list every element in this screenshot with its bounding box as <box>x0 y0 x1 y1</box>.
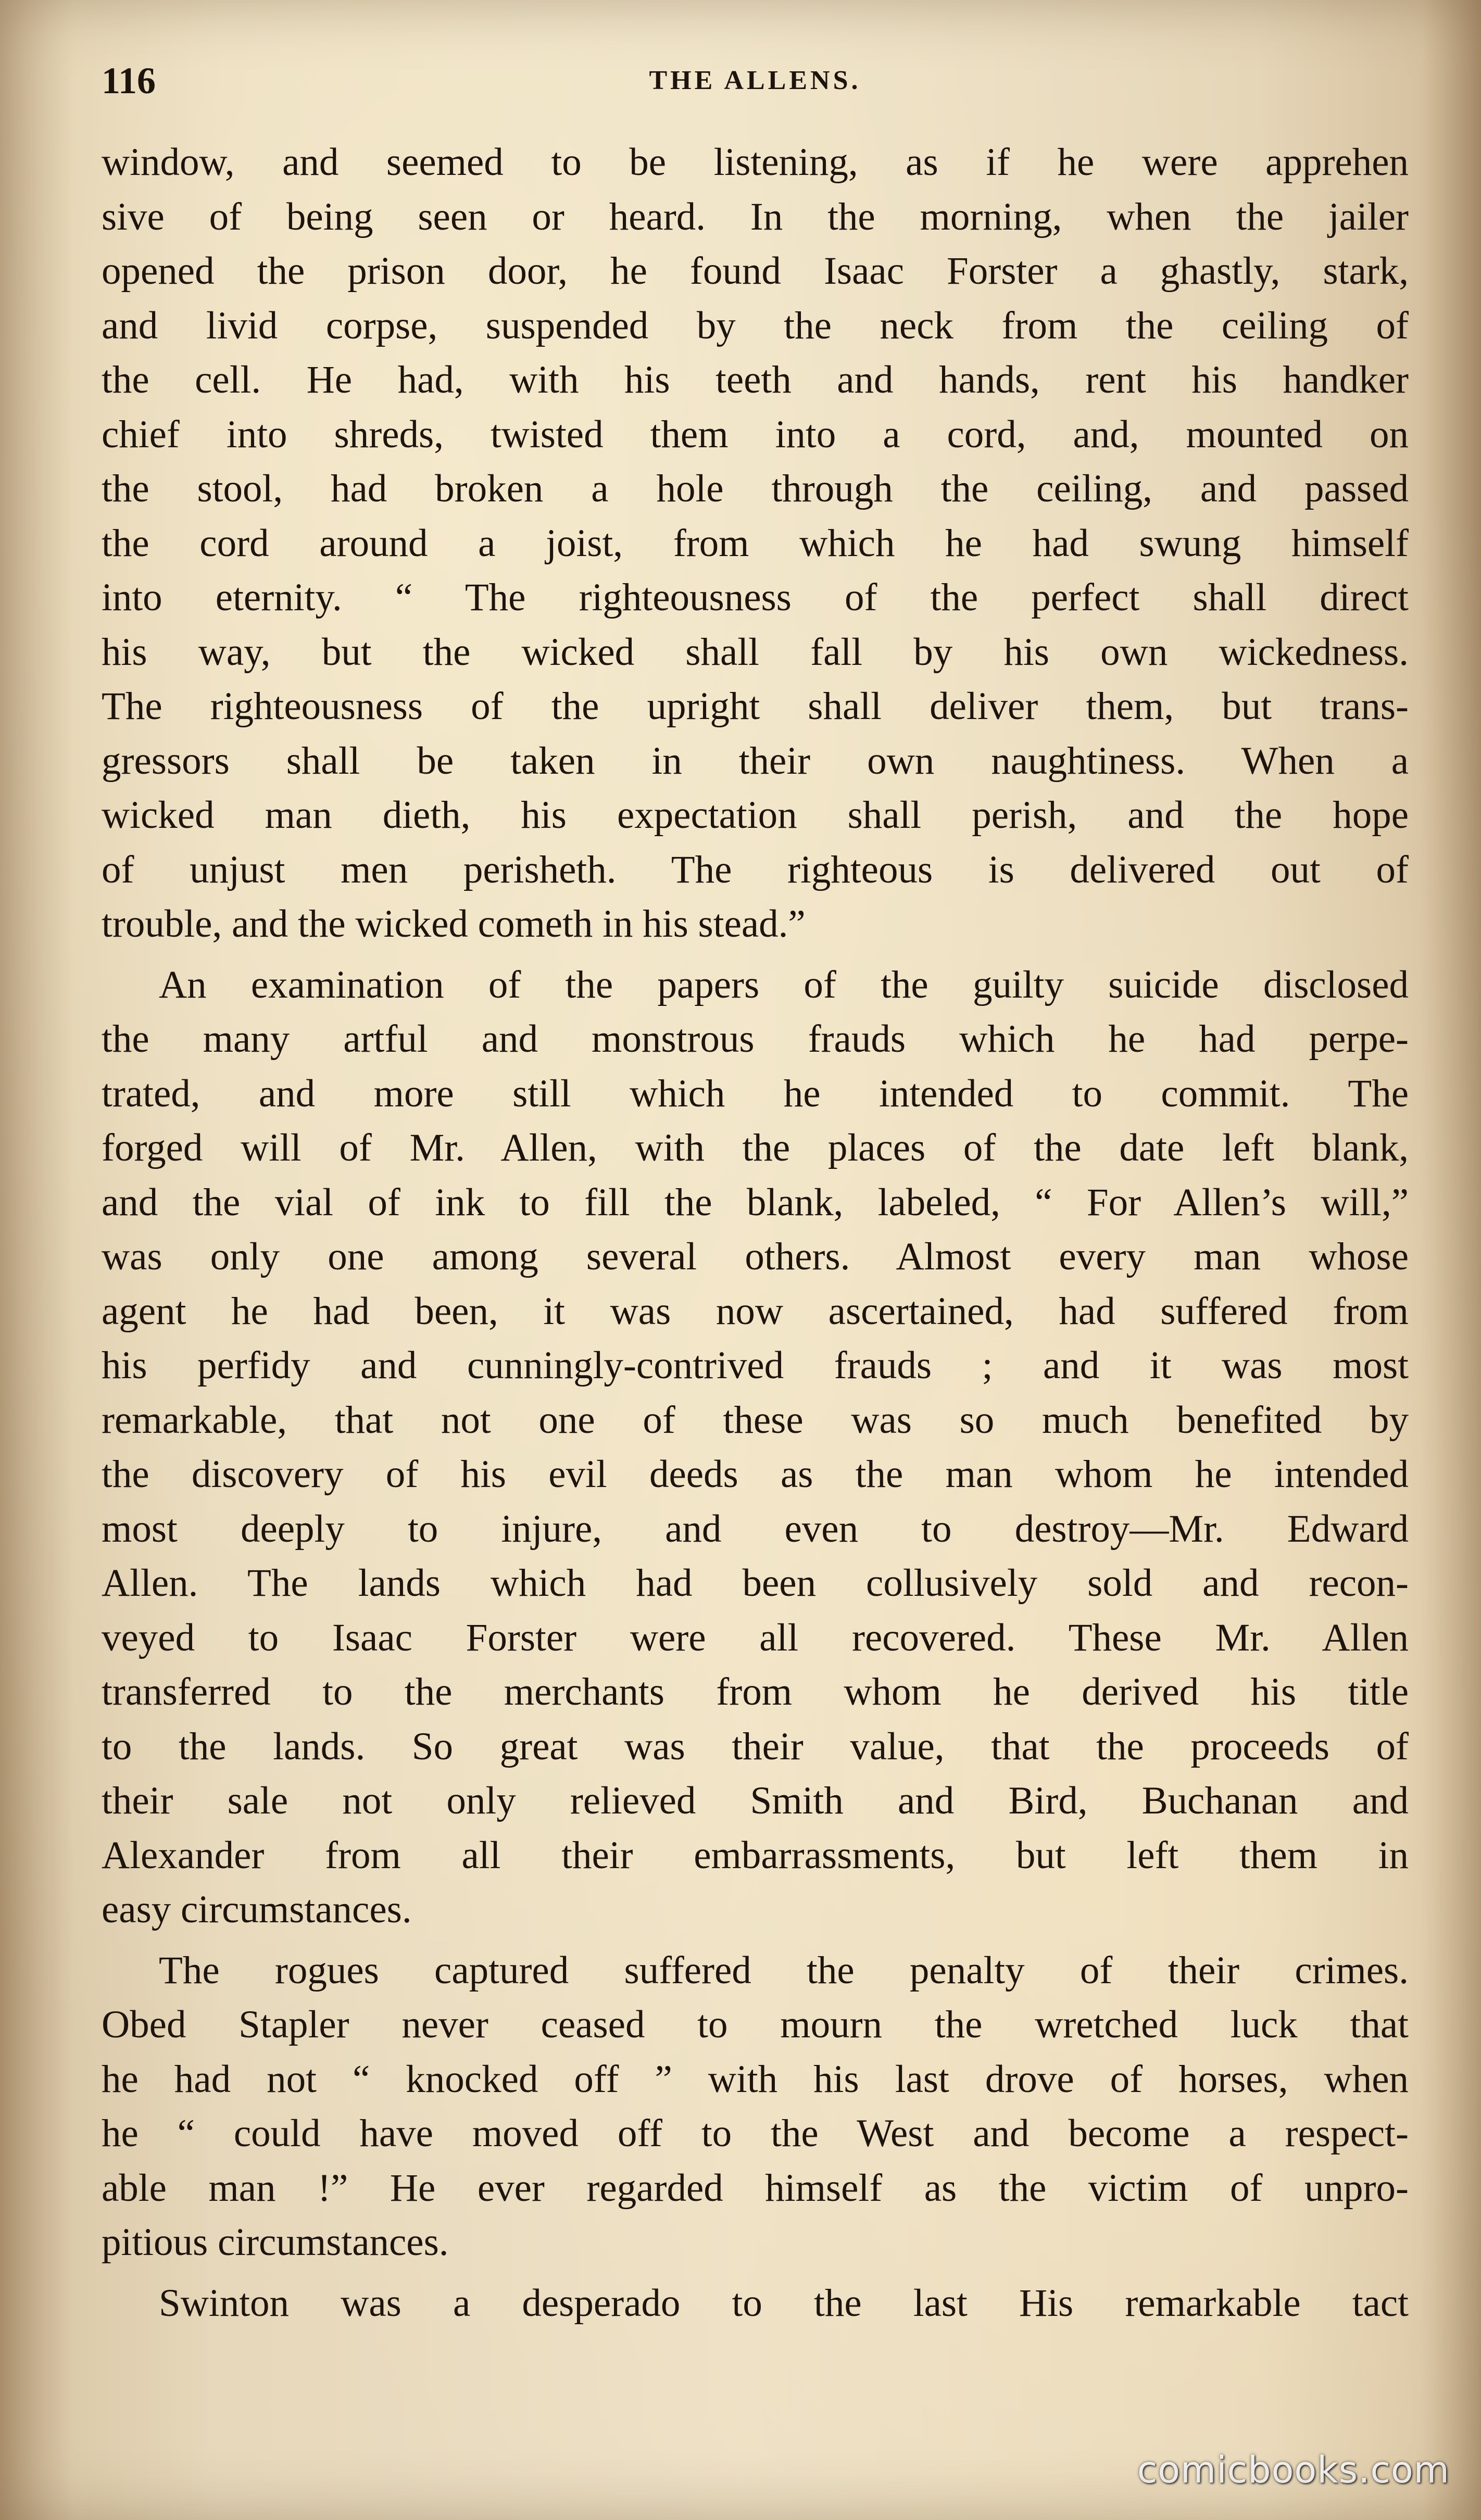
paragraph-2 <box>102 958 1409 1937</box>
text-line: his perfidy and cunningly-contrived frauds ; and it was most <box>102 1344 1409 1387</box>
text-line: able man !” He ever regarded himself as the victim of unpro- <box>102 2166 1409 2210</box>
text-line: opened the prison door, he found Isaac Forster a ghastly, stark, <box>102 249 1409 293</box>
text-line: Obed Stapler never ceased to mourn the wretched luck that <box>102 2003 1409 2046</box>
text-line: Swinton was a desperado to the last His remarkable tact <box>159 2281 1409 2325</box>
text-line: An examination of the papers of the guilty suicide disclosed <box>159 963 1409 1006</box>
text-line: The rogues captured suffered the penalty of their crimes. <box>159 1948 1409 1992</box>
text-line: the cell. He had, with his teeth and hands, rent his handker <box>102 358 1409 401</box>
text-line: sive of being seen or heard. In the morning, when the jailer <box>102 195 1409 238</box>
site-watermark: comicbooks.com <box>1137 2449 1450 2491</box>
text-line: was only one among several others. Almost every man whose <box>102 1235 1409 1278</box>
text-line: trated, and more still which he intended to commit. The <box>102 1072 1409 1115</box>
text-line: wicked man dieth, his expectation shall perish, and the hope <box>102 793 1409 837</box>
text-line: window, and seemed to be listening, as if he were apprehen <box>102 141 1409 184</box>
text-line: Allen. The lands which had been collusively sold and recon- <box>102 1561 1409 1605</box>
text-line: veyed to Isaac Forster were all recovered. These Mr. Allen <box>102 1616 1409 1659</box>
text-line: of unjust men perisheth. The righteous is delivered out of <box>102 848 1409 891</box>
text-line: transferred to the merchants from whom he derived his title <box>102 1670 1409 1713</box>
text-line: trouble, and the wicked cometh in his stead.” <box>102 902 806 946</box>
text-line: he had not “ knocked off ” with his last drove of horses, when <box>102 2057 1409 2101</box>
page-number: 116 <box>102 60 156 102</box>
text-line: agent he had been, it was now ascertained, had suffered from <box>102 1289 1409 1333</box>
text-line: Alexander from all their embarrassments, but left them in <box>102 1833 1409 1877</box>
text-line: the many artful and monstrous frauds which he had perpe- <box>102 1017 1409 1061</box>
running-title: THE ALLENS. <box>649 66 861 95</box>
paragraph-4 <box>102 2276 1409 2331</box>
text-line: the stool, had broken a hole through the ceiling, and passed <box>102 467 1409 510</box>
paragraph-3 <box>102 1944 1409 2270</box>
text-line: their sale not only relieved Smith and Bird, Buchanan and <box>102 1779 1409 1822</box>
text-line: he “ could have moved off to the West and become a respect- <box>102 2112 1409 2155</box>
text-line: to the lands. So great was their value, that the proceeds of <box>102 1724 1409 1768</box>
text-line: the discovery of his evil deeds as the man whom he intended <box>102 1453 1409 1496</box>
text-line: into eternity. “ The righteousness of the perfect shall direct <box>102 576 1409 619</box>
text-line: and livid corpse, suspended by the neck from the ceiling of <box>102 304 1409 347</box>
text-line: The righteousness of the upright shall deliver them, but trans- <box>102 685 1409 728</box>
text-line: easy circumstances. <box>102 1888 412 1931</box>
text-line: most deeply to injure, and even to destroy—Mr. Edward <box>102 1507 1409 1551</box>
paragraph-1 <box>102 135 1409 952</box>
text-line: gressors shall be taken in their own naughtiness. When a <box>102 739 1409 783</box>
running-head <box>102 52 1409 109</box>
text-line: the cord around a joist, from which he had swung himself <box>102 521 1409 565</box>
text-line: chief into shreds, twisted them into a cord, and, mounted on <box>102 412 1409 456</box>
text-line: his way, but the wicked shall fall by his own wickedness. <box>102 630 1409 674</box>
text-line: pitious circumstances. <box>102 2221 449 2264</box>
text-line: forged will of Mr. Allen, with the places of the date left blank, <box>102 1126 1409 1169</box>
page-text-block <box>102 52 1409 2337</box>
text-line: remarkable, that not one of these was so much benefited by <box>102 1398 1409 1442</box>
text-line: and the vial of ink to fill the blank, labeled, “ For Allen’s will,” <box>102 1180 1409 1224</box>
